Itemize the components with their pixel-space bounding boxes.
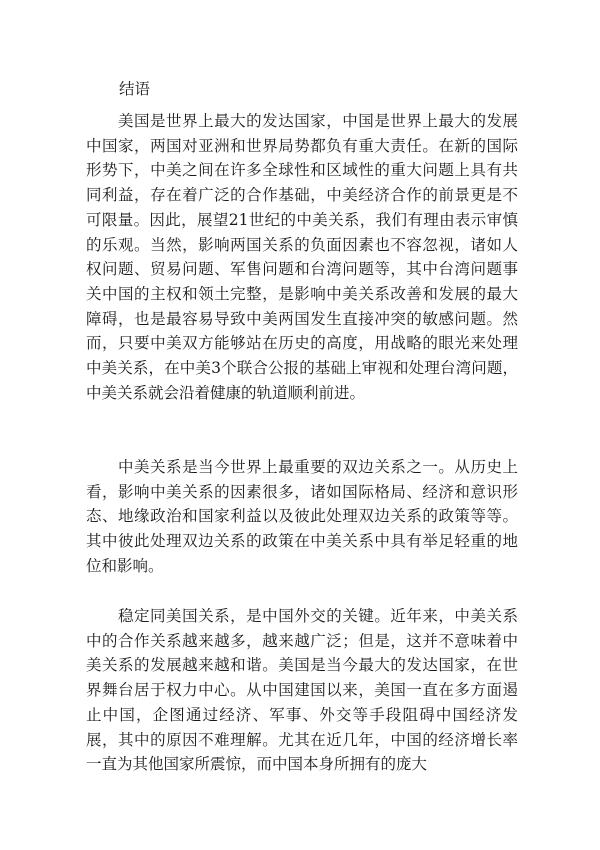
paragraph-2: 中美关系是当今世界上最重要的双边关系之一。从历史上看，影响中美关系的因素很多，诸如国际格局、经济和意识形态、地缘政治和国家利益以及彼此处理双边关系的政策等等。其中彼此处理双边关系的政策在中美关系中具有举足轻重的地位和影响。: [86, 458, 518, 575]
section-heading: 结语: [119, 80, 151, 98]
paragraph-1: 美国是世界上最大的发达国家，中国是世界上最大的发展中国家，两国对亚洲和世界局势都负有重大责任。在新的国际形势下，中美之间在许多全球性和区域性的重大问题上具有共同利益，存在着广泛的合作基础，中美经济合作的前景更是不可限量。因此，展望21世纪的中美关系，我们有理由表示审慎的乐观。当然，影响两国关系的负面因素也不容忽视，诸如人权问题、贸易问题、军售问题和台湾问题等，其中台湾问题事关中国的主权和领土完整，是影响中美关系改善和发展的最大障碍，也是最容易导致中美两国发生直接冲突的敏感问题。然而，只要中美双方能够站在历史的高度，用战略的眼光来处理中美关系，在中美3个联合公报的基础上审视和处理台湾问题，中美关系就会沿着健康的轨道顺利前进。: [86, 112, 518, 402]
paragraph-3: 稳定同美国关系，是中国外交的关键。近年来，中美关系中的合作关系越来越多，越来越广泛；但是，这并不意味着中美关系的发展越来越和谐。美国是当今最大的发达国家，在世界舞台居于权力中心。从中国建国以来，美国一直在多方面遏止中国，企图通过经济、军事、外交等手段阻碍中国经济发展，其中的原因不难理解。尤其在近几年，中国的经济增长率一直为其他国家所震惊，而中国本身所拥有的庞大: [86, 607, 518, 774]
